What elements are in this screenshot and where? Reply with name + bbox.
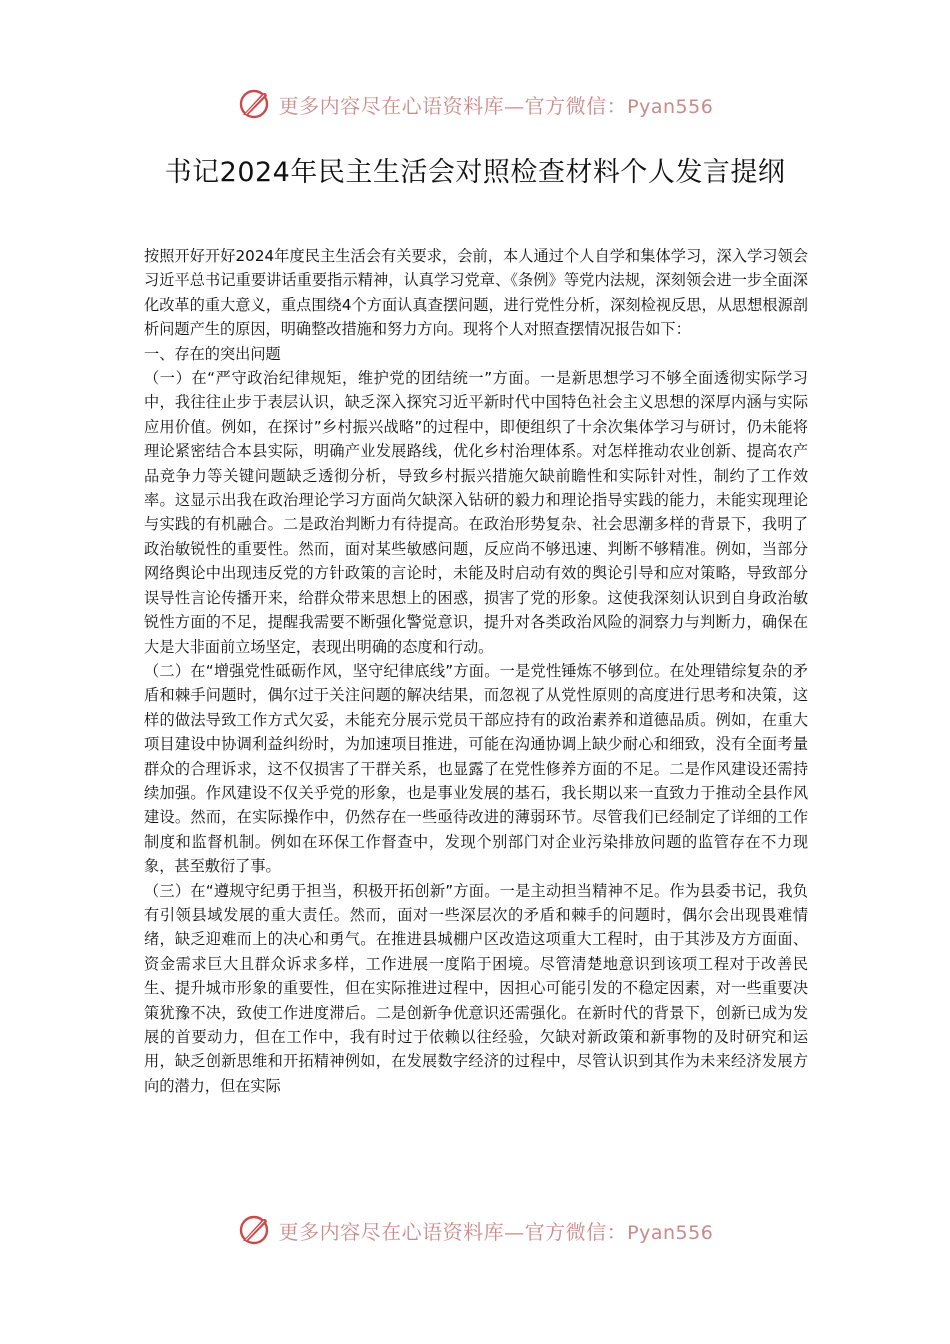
intro-paragraph: 按照开好开好2024年度民主生活会有关要求，会前，本人通过个人自学和集体学习，深入学习领会习近平总书记重要讲话重要指示精神，认真学习党章、《条例》等党内法规，深刻领会进一步全面深化改革的重大意义，重点围绕4个方面认真查摆问题，进行党性分析，深刻检视反思，从思想根源剖析问题产生的原因，明确整改措施和努力方向。现将个人对照查摆情况报告如下：	[144, 247, 808, 339]
document-title: 书记2024年民主生活会对照检查材料个人发言提纲	[164, 157, 786, 188]
watermark-label: 更多内容尽在心语资料库—官方微信：	[278, 93, 628, 118]
header-watermark	[0, 84, 950, 124]
body-paragraph-1: （一）在“严守政治纪律规矩，维护党的团结统一”方面。一是新思想学习不够全面透彻实际学习中，我往往止步于表层认识，缺乏深入探究习近平新时代中国特色社会主义思想的深厚内涵与实际应用价值。例如，在探讨”乡村振兴战略”的过程中，即便组织了十余次集体学习与研讨，仍未能将理论紧密结合本县实际，明确产业发展路线，优化乡村治理体系。对怎样推动农业创新、提高农产品竞争力等关键问题缺乏透彻分析，导致乡村振兴措施欠缺前瞻性和实际针对性，制约了工作效率。这显示出我在政治理论学习方面尚欠缺深入钻研的毅力和理论指导实践的能力，未能实现理论与实践的有机融合。二是政治判断力有待提高。在政治形势复杂、社会思潮多样的背景下，我明了政治敏锐性的重要性。然而，面对某些敏感问题，反应尚不够迅速、判断不够精准。例如，当部分网络舆论中出现违反党的方针政策的言论时，未能及时启动有效的舆论引导和应对策略，导致部分误导性言论传播开来，给群众带来思想上的困惑，损害了党的形象。这使我深刻认识到自身政治敏锐性方面的不足，提醒我需要不断强化警觉意识，提升对各类政治风险的洞察力与判断力，确保在大是大非面前立场坚定，表现出明确的态度和行动。	[144, 369, 808, 656]
section-heading: 一、存在的突出问题	[144, 344, 281, 363]
quill-logo-icon	[237, 1213, 271, 1247]
body-paragraph-2: （二）在“增强党性砥砺作风，坚守纪律底线”方面。一是党性锤炼不够到位。在处理错综复杂的矛盾和棘手问题时，偶尔过于关注问题的解决结果，而忽视了从党性原则的高度进行思考和决策，这样的做法导致工作方式欠妥，未能充分展示党员干部应持有的政治素养和道德品质。例如，在重大项目建设中协调利益纠纷时，为加速项目推进，可能在沟通协调上缺少耐心和细致，没有全面考量群众的合理诉求，这不仅损害了干群关系，也显露了在党性修养方面的不足。二是作风建设还需持续加强。作风建设不仅关乎党的形象，也是事业发展的基石，我长期以来一直致力于推动全县作风建设。然而，在实际操作中，仍然存在一些亟待改进的薄弱环节。尽管我们已经制定了详细的工作制度和监督机制。例如在环保工作督查中，发现个别部门对企业污染排放问题的监管存在不力现象，甚至敷衍了事。	[144, 661, 808, 876]
watermark-text	[279, 1216, 714, 1245]
watermark-wechat-id: Pyan556	[627, 1221, 714, 1244]
watermark-text	[279, 90, 714, 119]
footer-watermark	[0, 1210, 950, 1250]
watermark-wechat-id: Pyan556	[627, 95, 714, 118]
document-body	[144, 244, 808, 1098]
quill-logo-icon	[237, 87, 271, 121]
body-paragraph-3: （三）在“遵规守纪勇于担当，积极开拓创新”方面。一是主动担当精神不足。作为县委书记，我负有引领县域发展的重大责任。然而，面对一些深层次的矛盾和棘手的问题时，偶尔会出现畏难情绪，缺乏迎难而上的决心和勇气。在推进县城棚户区改造这项重大工程时，由于其涉及方方面面、资金需求巨大且群众诉求多样，工作进展一度陷于困境。尽管清楚地意识到该项工程对于改善民生、提升城市形象的重要性，但在实际推进过程中，因担心可能引发的不稳定因素，对一些重要决策犹豫不决，致使工作进度滞后。二是创新争优意识还需强化。在新时代的背景下，创新已成为发展的首要动力，但在工作中，我有时过于依赖以往经验，欠缺对新政策和新事物的及时研究和运用，缺乏创新思维和开拓精神例如，在发展数字经济的过程中，尽管认识到其作为未来经济发展方向的潜力，但在实际	[144, 881, 808, 1095]
watermark-label: 更多内容尽在心语资料库—官方微信：	[278, 1219, 628, 1244]
